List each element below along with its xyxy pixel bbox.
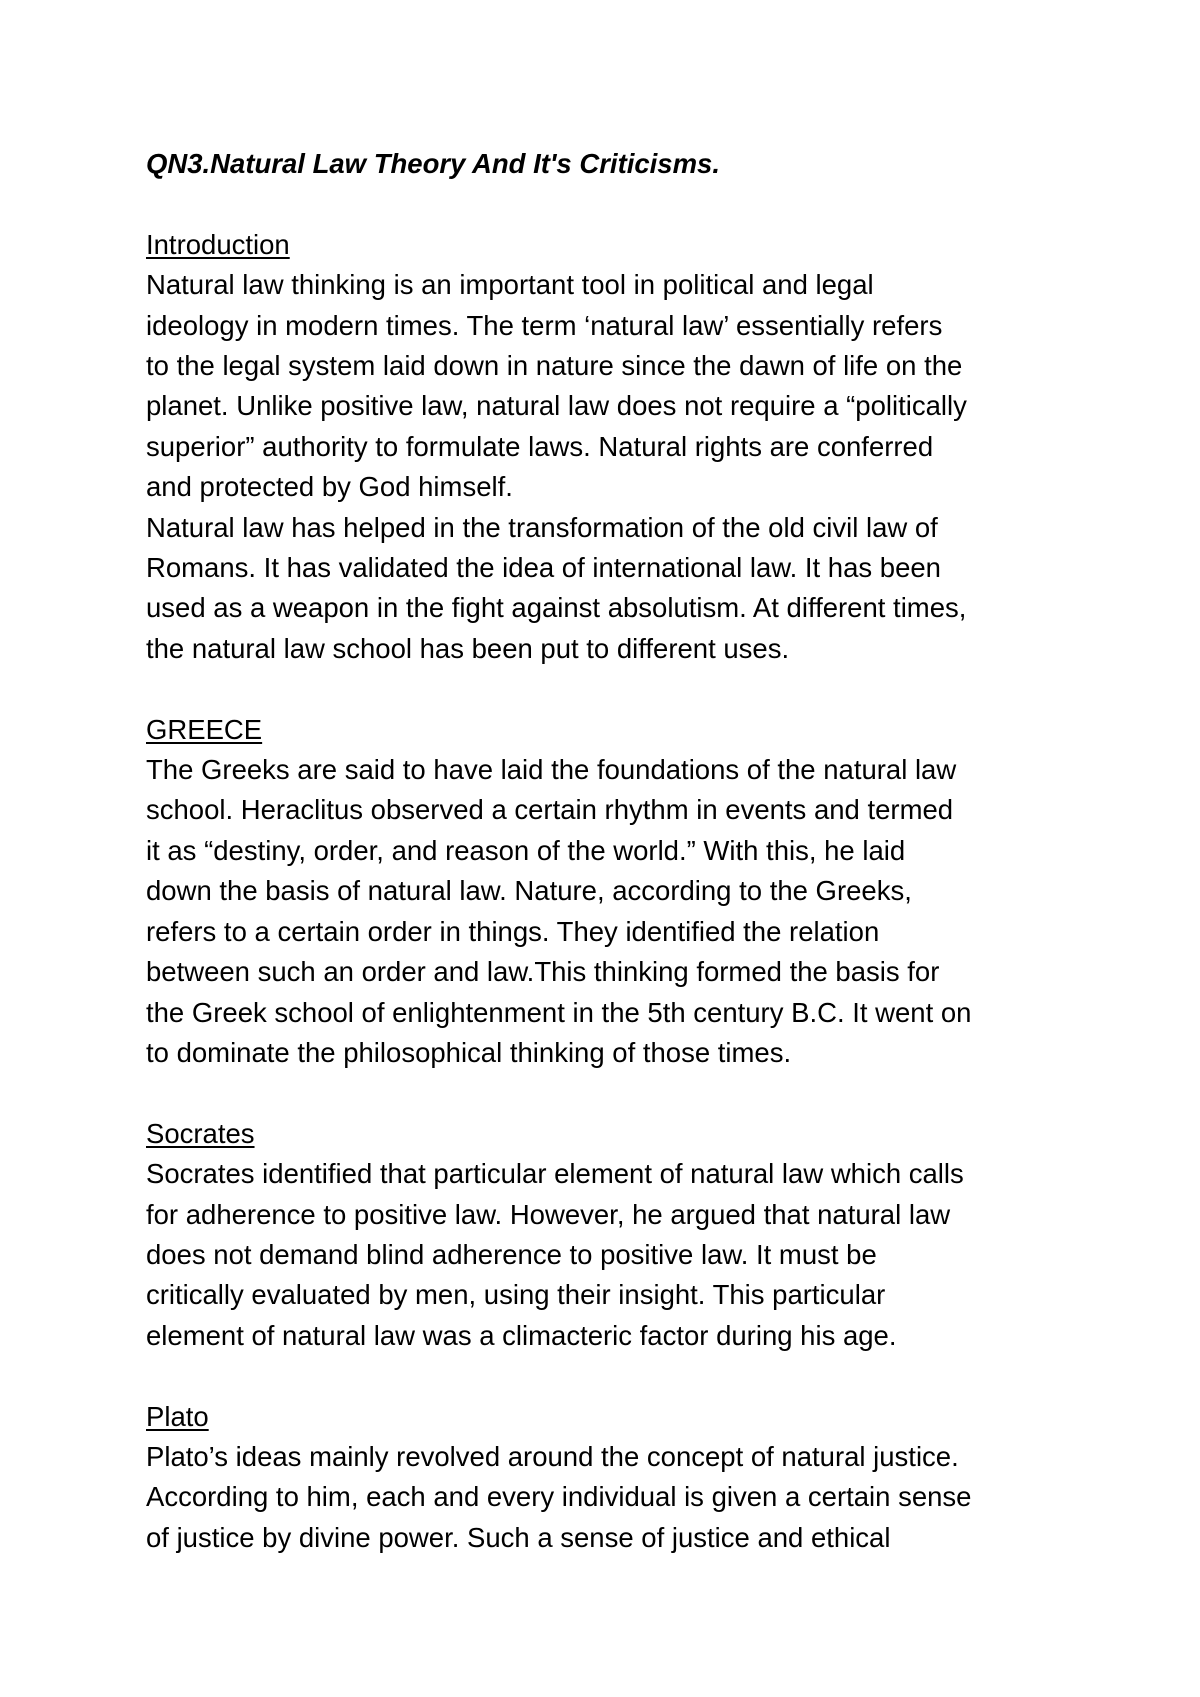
- text-line: Natural law has helped in the transformation of the old civil law of: [146, 511, 938, 543]
- section-heading: GREECE: [146, 713, 263, 745]
- paragraph: [146, 265, 1096, 507]
- blank-line: [146, 1356, 1096, 1396]
- section-introduction: [146, 225, 1096, 669]
- text-line: the natural law school has been put to different uses.: [146, 632, 790, 664]
- text-line: Plato’s ideas mainly revolved around the concept of natural justice.: [146, 1440, 959, 1472]
- text-line: According to him, each and every individual is given a certain sense: [146, 1481, 972, 1513]
- document-page: [146, 144, 1096, 1558]
- section-heading: Introduction: [146, 228, 290, 260]
- paragraph: [146, 750, 1096, 1073]
- text-line: Socrates identified that particular element of natural law which calls: [146, 1158, 964, 1190]
- text-line: Natural law thinking is an important tool in political and legal: [146, 269, 874, 301]
- paragraph: [146, 508, 1096, 670]
- text-line: and protected by God himself.: [146, 471, 513, 503]
- text-line: to the legal system laid down in nature since the dawn of life on the: [146, 350, 963, 382]
- text-line: Romans. It has validated the idea of international law. It has been: [146, 552, 941, 584]
- document-title: QN3.Natural Law Theory And It's Criticisms.: [146, 148, 720, 179]
- text-line: it as “destiny, order, and reason of the world.” With this, he laid: [146, 834, 906, 866]
- paragraph: [146, 1437, 1096, 1558]
- blank-line: [146, 184, 1096, 224]
- text-line: the Greek school of enlightenment in the 5th century B.C. It went on: [146, 996, 972, 1028]
- section-socrates: [146, 1114, 1096, 1356]
- text-line: school. Heraclitus observed a certain rhythm in events and termed: [146, 794, 954, 826]
- text-line: superior” authority to formulate laws. Natural rights are conferred: [146, 430, 934, 462]
- text-line: ideology in modern times. The term ‘natural law’ essentially refers: [146, 309, 943, 341]
- text-line: refers to a certain order in things. They identified the relation: [146, 915, 880, 947]
- text-line: between such an order and law.This thinking formed the basis for: [146, 956, 940, 988]
- text-line: used as a weapon in the fight against absolutism. At different times,: [146, 592, 967, 624]
- text-line: for adherence to positive law. However, he argued that natural law: [146, 1198, 951, 1230]
- text-line: planet. Unlike positive law, natural law does not require a “politically: [146, 390, 967, 422]
- section-heading: Plato: [146, 1400, 209, 1432]
- blank-line: [146, 1073, 1096, 1113]
- text-line: element of natural law was a climacteric factor during his age.: [146, 1319, 897, 1351]
- text-line: The Greeks are said to have laid the foundations of the natural law: [146, 754, 957, 786]
- paragraph: [146, 1154, 1096, 1356]
- text-line: does not demand blind adherence to positive law. It must be: [146, 1238, 877, 1270]
- blank-line: [146, 669, 1096, 709]
- section-plato: [146, 1397, 1096, 1559]
- text-line: down the basis of natural law. Nature, according to the Greeks,: [146, 875, 912, 907]
- text-line: of justice by divine power. Such a sense of justice and ethical: [146, 1521, 891, 1553]
- section-heading: Socrates: [146, 1117, 255, 1149]
- section-greece: [146, 710, 1096, 1074]
- text-line: to dominate the philosophical thinking of those times.: [146, 1036, 792, 1068]
- text-line: critically evaluated by men, using their insight. This particular: [146, 1279, 886, 1311]
